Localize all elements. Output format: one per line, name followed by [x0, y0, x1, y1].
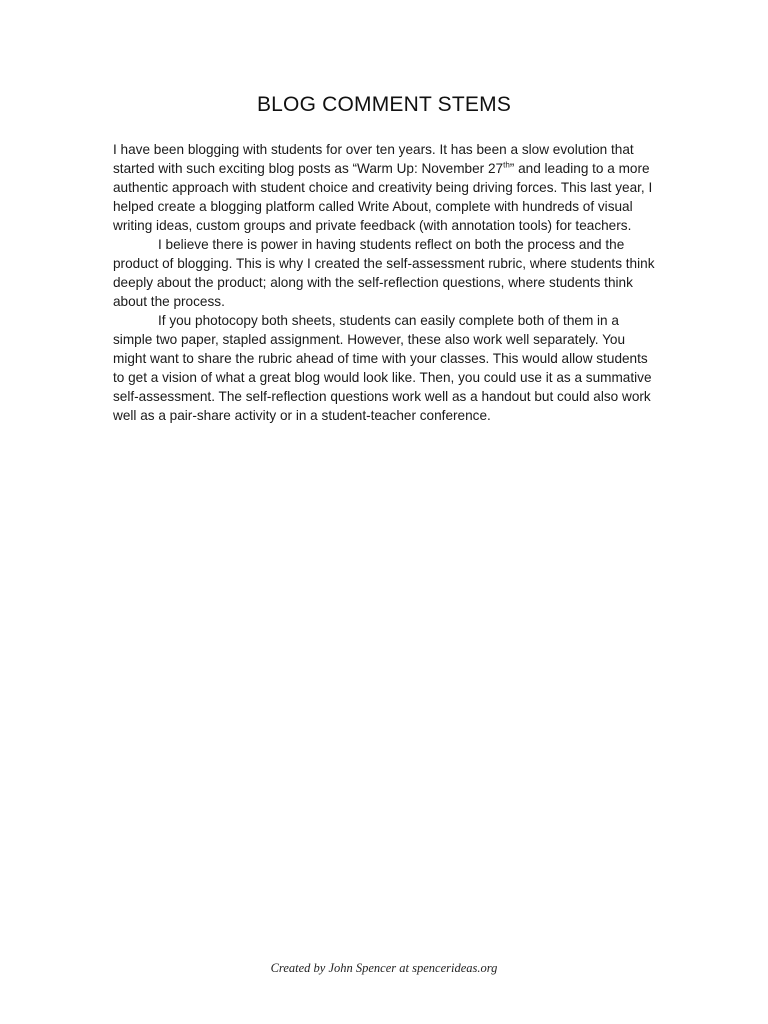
- paragraph-1: [113, 140, 658, 235]
- page-title: BLOG COMMENT STEMS: [256, 93, 512, 116]
- paragraph-1-text-start: I have been blogging with students for over ten years. It has been a slow evolution that started with such exciting blog posts as “Warm Up: November 27: [113, 142, 634, 176]
- ordinal-superscript: th: [503, 160, 510, 170]
- paragraph-3: If you photocopy both sheets, students can easily complete both of them in a simple two paper, stapled assignment. However, these also work well separately. You might want to share the rubric ahead of time with your classes. This would allow students to get a vision of what a great blog would look like. Then, you could use it as a summative self-assessment. The self-reflection questions work well as a handout but could also work well as a pair-share activity or in a student-teacher conference.: [113, 313, 652, 423]
- paragraph-2: I believe there is power in having students reflect on both the process and the product of blogging. This is why I created the self-assessment rubric, where students think deeply about the product; along with the self-reflection questions, where students think about the process.: [113, 237, 655, 309]
- page-footer: Created by John Spencer at spencerideas.org: [270, 961, 498, 975]
- body-text: [113, 140, 658, 425]
- paragraph-1-text-end: ” and leading to a more authentic approach with student choice and creativity being driving forces. This last year, I helped create a blogging platform called Write About, complete with hundreds of visual writing ideas, custom groups and private feedback (with annotation tools) for teachers.: [113, 161, 653, 233]
